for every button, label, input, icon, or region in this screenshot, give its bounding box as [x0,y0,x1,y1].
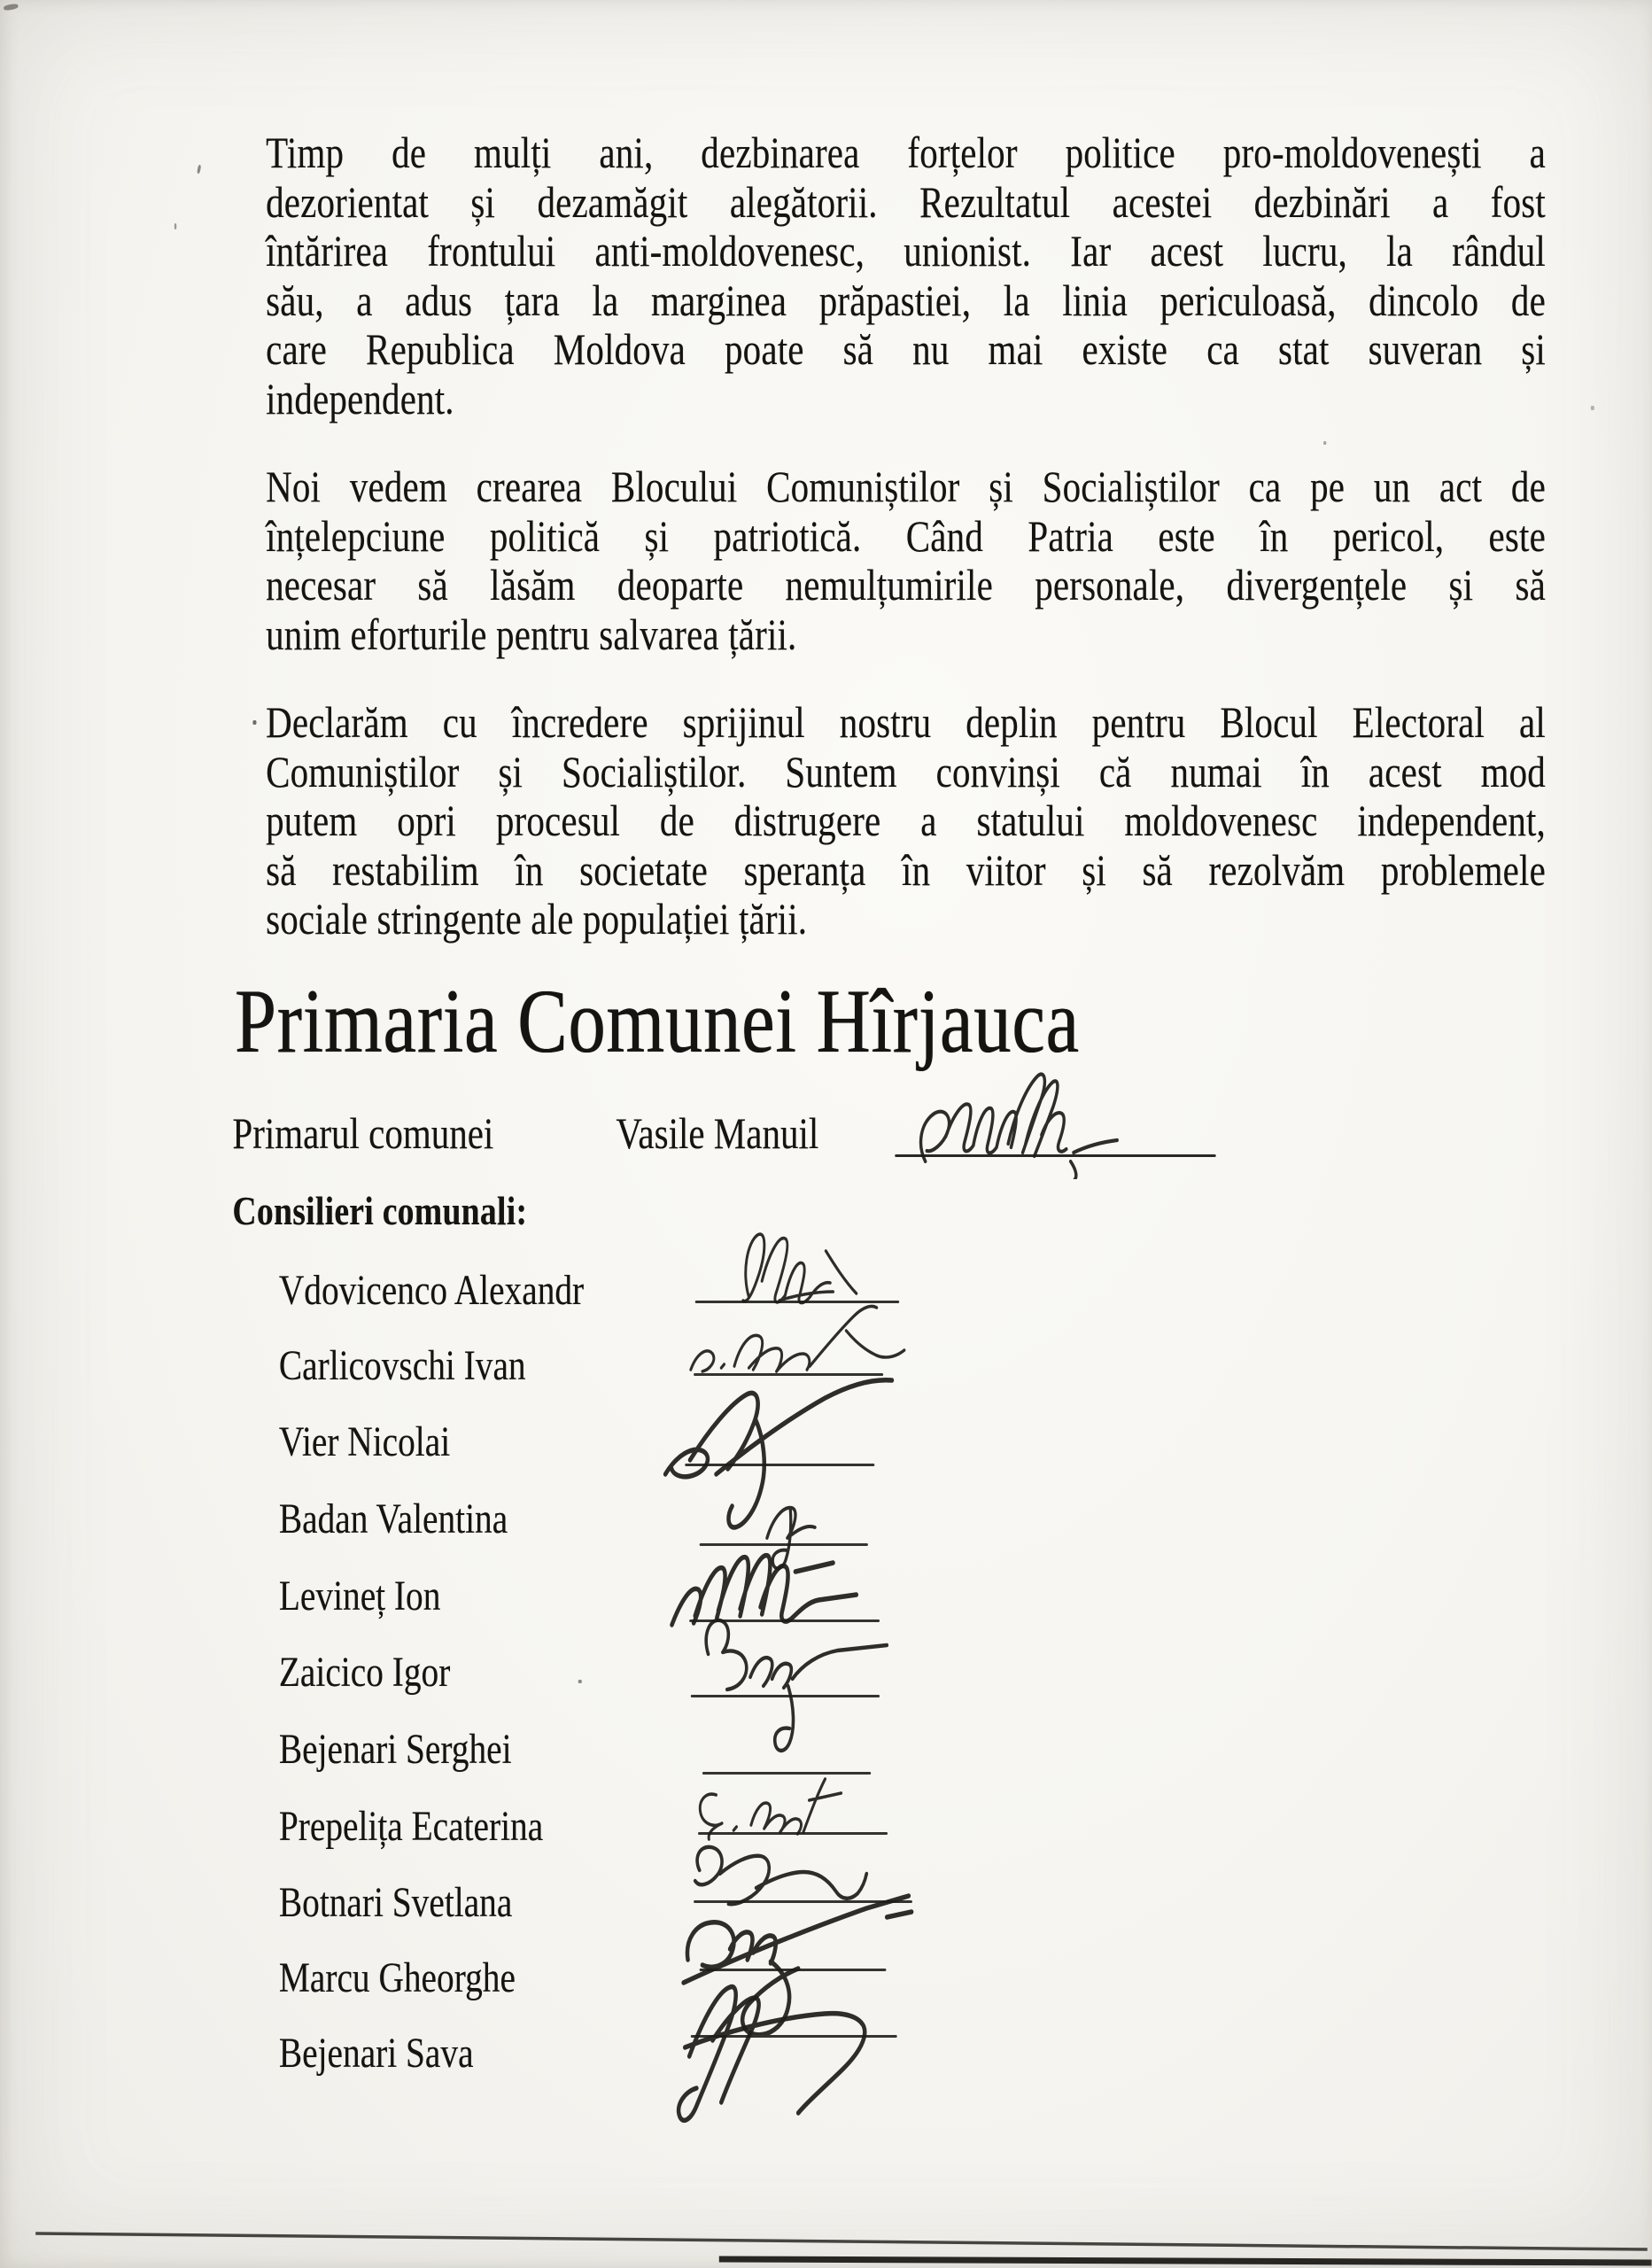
paragraph-line: independent. [266,373,454,423]
councillor-name: Levineț Ion [278,1573,441,1619]
paragraph-line: său, a adus țara la marginea prăpastiei, la linia periculoasă, dincolo de [266,275,1546,325]
paragraph-line: înțelepciune politică și patriotică. Când Patria este în pericol, este [266,510,1546,561]
councillor-name: Bejenari Sava [278,2030,474,2077]
scan-speck [1591,406,1594,410]
mayor-row [0,1109,1652,1159]
signature-scribble [664,1286,926,1402]
signature-line [700,1543,868,1546]
signature-line [685,1464,874,1466]
paragraph-line: Declarăm cu încredere sprijinul nostru deplin pentru Blocul Electoral al [266,697,1546,747]
paragraph [266,462,1546,659]
signature-line [694,1900,912,1903]
councillor-name: Vdovicenco Alexandr [278,1267,585,1314]
paragraph-line: Comuniștilor și Socialiștilor. Suntem convinși că numai în acest mod [266,746,1546,796]
scan-speck [175,223,176,229]
councillor-name: Badan Valentina [278,1495,508,1542]
signature-scribble [640,1966,930,2152]
paragraph-line: care Republica Moldova poate să nu mai existe ca stat suveran și [266,324,1546,374]
signature-line [694,1373,883,1376]
paragraph-line: întărirea frontului anti-moldovenesc, unionist. Iar acest lucru, la rândul [266,226,1546,276]
signature-scribble [653,1508,921,1667]
mayor-role-label: Primarul comunei [232,1108,494,1158]
scan-speck [4,4,19,12]
signature-line [691,2035,897,2038]
signature-line [702,1772,871,1775]
councillor-name: Zaicico Igor [278,1649,451,1696]
councillor-name: Vier Nicolai [278,1418,451,1465]
signature-line [698,1832,888,1835]
scan-speck [197,165,201,175]
signature-scribble [662,1601,930,1760]
paragraph [266,128,1546,423]
council-label: Consilieri comunali: [232,1188,528,1233]
scan-speck [578,1680,582,1683]
paragraph-line: să restabilim în societate speranța în viitor și să rezolvăm problemele [266,844,1546,895]
councillor-name: Botnari Svetlana [278,1879,513,1926]
paragraph-line: necesar să lăsăm deoparte nemulțumirile personale, divergențele și să [266,560,1546,610]
signature-line [700,1969,887,1971]
paragraph [266,698,1546,944]
signature-scribble [645,1364,913,1537]
councillor-name: Marcu Gheorghe [278,1954,516,2001]
mayor-signature-line [895,1154,1215,1157]
signature-scribble [673,1216,920,1331]
scan-speck [252,720,256,725]
paragraph-line: Timp de mulți ani, dezbinarea forțelor politice pro-moldovenești a [266,128,1546,177]
paragraph-line: putem opri procesul de distrugere a statului moldovenesc independent, [266,796,1546,845]
mayor-name: Vasile Manuil [616,1108,819,1158]
page-title: Primaria Comunei Hîrjauca [234,971,1080,1072]
signature-line [691,1695,880,1697]
signature-line [689,1619,880,1622]
signature-scribble [672,1744,919,1859]
paragraph-line: sociale stringente ale populației țării. [266,894,808,944]
councillor-name: Bejenari Serghei [278,1726,512,1773]
councillor-name: Carlicovschi Ivan [278,1342,526,1389]
scan-speck [1323,441,1326,445]
paragraph-line: dezorientat și dezamăgit alegătorii. Rezultatul acestei dezbinări a fost [266,176,1546,227]
signature-scribble [674,1451,921,1575]
councillor-name: Prepelița Ecaterina [278,1803,544,1850]
signature-line [695,1301,899,1303]
paragraph-line: Noi vedem crearea Blocului Comuniștilor și Socialiștilor ca pe un act de [266,462,1546,511]
paragraph-line: unim eforturile pentru salvarea țării. [266,609,797,659]
